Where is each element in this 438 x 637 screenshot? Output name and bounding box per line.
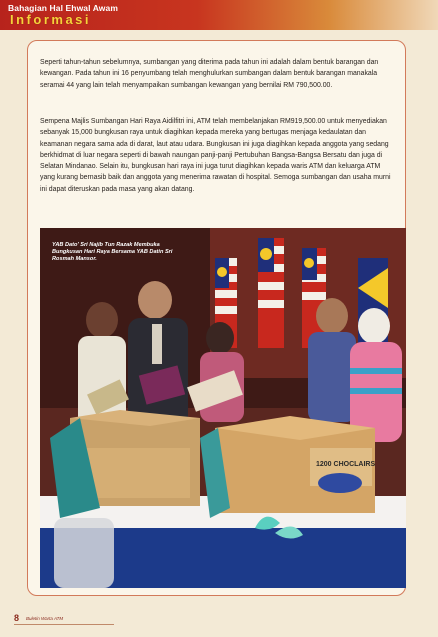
section-label: Bahagian Hal Ehwal Awam	[8, 3, 118, 13]
article-paragraph-2: Sempena Majlis Sumbangan Hari Raya Aidilfitri ini, ATM telah membelanjakan RM919,500.00 untuk menyediakan sebanyak 15,000 bungkusan raya untuk diagihkan kepada mereka yang bertugas menjaga kedaulatan dan keamanan negara sama ada di darat, laut atau udara. Bungkusan ini juga diagihkan kepada anggota yang sedang berkhidmat di luar negara seperti di bawah naungan panji-panji Pertubuhan Bangsa-Bangsa Bersatu dan juga di Selatan Mindanao. Selain itu, bungkusan hari raya ini juga turut diagihkan kepada waris ATM dan keluarga ATM yang kurang bernasib baik dan anggota yang menerima rawatan di hospital. Semoga sumbangan dan usaha murni ini dapat diteruskan pada masa yang akan datang.	[40, 118, 391, 193]
footer-rule	[14, 624, 114, 625]
page-number: 8	[14, 613, 20, 623]
page-title: Informasi	[10, 12, 92, 27]
event-photo	[40, 228, 406, 588]
box-label: 1200 CHOCLAIRS	[316, 461, 376, 468]
header-band	[0, 0, 438, 30]
photo-illustration	[40, 228, 406, 588]
photo-caption: YAB Dato' Sri Najib Tun Razak Membuka Bungkusan Hari Raya Bersama YAB Datin Sri Rosmah Mansor.	[52, 242, 173, 262]
article-paragraph-1: Seperti tahun-tahun sebelumnya, sumbangan yang diterima pada tahun ini adalah dalam bentuk barangan dan kewangan. Pada tahun ini 16 penyumbang telah menghulurkan sumbangan dalam bentuk barangan manakala seramai 44 yang lain telah menyampaikan sumbangan kewangan yang bernilai RM 790,500.00.	[40, 59, 379, 89]
publication-name: Buletin Warta ATM	[26, 616, 64, 621]
